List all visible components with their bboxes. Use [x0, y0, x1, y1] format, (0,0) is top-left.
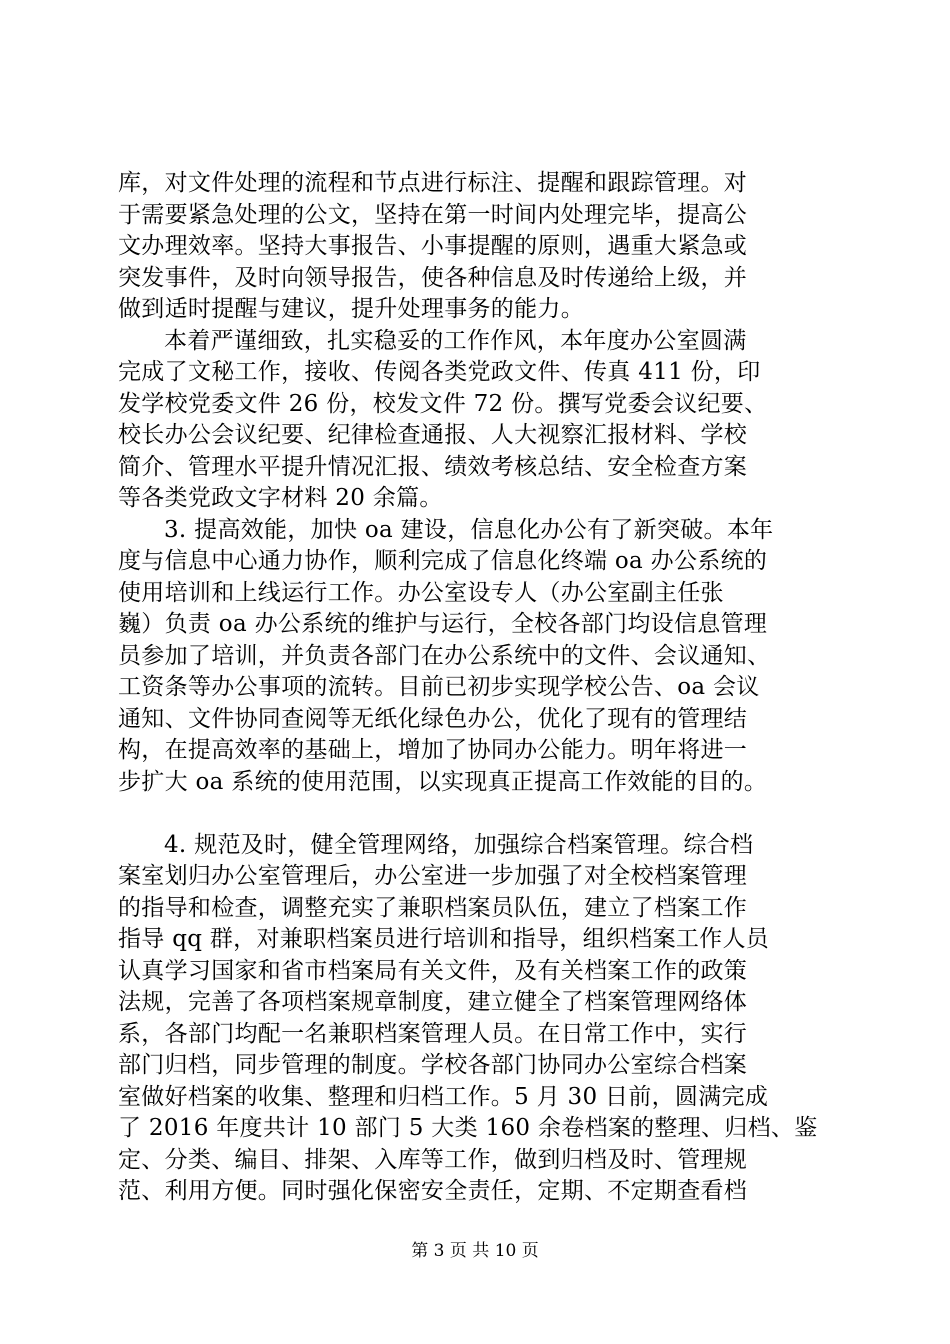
text-line: 通知、文件协同查阅等无纸化绿色办公，优化了现有的管理结 — [118, 705, 748, 732]
text-line: 指导 qq 群，对兼职档案员进行培训和指导，组织档案工作人员 — [118, 926, 770, 952]
text-line: 于需要紧急处理的公文，坚持在第一时间内处理完毕，提高公 — [118, 201, 748, 228]
text-line: 法规，完善了各项档案规章制度，建立健全了档案管理网络体 — [118, 989, 748, 1015]
document-body — [118, 168, 838, 1208]
text-line: 等各类党政文字材料 20 余篇。 — [118, 485, 443, 511]
text-line: 度与信息中心通力协作，顺利完成了信息化终端 oa 办公系统的 — [118, 548, 768, 574]
text-line: 员参加了培训，并负责各部门在办公系统中的文件、会议通知、 — [118, 642, 771, 669]
text-line: 的指导和检查，调整充实了兼职档案员队伍，建立了档案工作 — [118, 894, 748, 921]
text-line: 4. 规范及时，健全管理网络，加强综合档案管理。综合档 — [164, 831, 754, 858]
text-line: 构，在提高效率的基础上，增加了协同办公能力。明年将进一 — [118, 737, 748, 763]
text-line: 文办理效率。坚持大事报告、小事提醒的原则，遇重大紧急或 — [118, 233, 748, 259]
text-line: 校长办公会议纪要、纪律检查通报、人大视察汇报材料、学校 — [118, 422, 748, 448]
page-footer: 第 3 页 共 10 页 — [411, 1241, 539, 1261]
text-line: 案室划归办公室管理后，办公室进一步加强了对全校档案管理 — [118, 863, 748, 889]
text-line: 本着严谨细致，扎实稳妥的工作作风，本年度办公室圆满 — [164, 327, 747, 354]
text-line: 定、分类、编目、排架、入库等工作，做到归档及时、管理规 — [118, 1146, 748, 1173]
text-line: 范、利用方便。同时强化保密安全责任，定期、不定期查看档 — [118, 1178, 748, 1204]
text-line: 突发事件，及时向领导报告，使各种信息及时传递给上级，并 — [118, 264, 748, 291]
text-line: 工资条等办公事项的流转。目前已初步实现学校公告、oa 会议 — [118, 674, 760, 700]
text-line: 库，对文件处理的流程和节点进行标注、提醒和跟踪管理。对 — [118, 170, 748, 196]
text-line: 做到适时提醒与建议，提升处理事务的能力。 — [118, 296, 584, 322]
blank-line — [118, 798, 838, 830]
text-line: 步扩大 oa 系统的使用范围，以实现真正提高工作效能的目的。 — [118, 768, 768, 795]
text-line: 系，各部门均配一名兼职档案管理人员。在日常工作中，实行 — [118, 1020, 748, 1047]
text-line: 简介、管理水平提升情况汇报、绩效考核总结、安全检查方案 — [118, 453, 748, 480]
text-line: 了 2016 年度共计 10 部门 5 大类 160 余卷档案的整理、归档、鉴 — [118, 1115, 818, 1141]
text-line: 发学校党委文件 26 份，校发文件 72 份。撰写党委会议纪要、 — [118, 390, 768, 417]
text-line: 巍）负责 oa 办公系统的维护与运行，全校各部门均设信息管理 — [118, 611, 768, 637]
text-line: 使用培训和上线运行工作。办公室设专人（办公室副主任张 — [118, 579, 724, 606]
text-line: 认真学习国家和省市档案局有关文件，及有关档案工作的政策 — [118, 957, 748, 984]
text-line: 完成了文秘工作，接收、传阅各类党政文件、传真 411 份，印 — [118, 359, 761, 385]
text-line: 室做好档案的收集、整理和归档工作。5 月 30 日前，圆满完成 — [118, 1083, 769, 1110]
text-line: 部门归档，同步管理的制度。学校各部门协同办公室综合档案 — [118, 1052, 748, 1078]
text-line: 3. 提高效能，加快 oa 建设，信息化办公有了新突破。本年 — [164, 516, 774, 543]
